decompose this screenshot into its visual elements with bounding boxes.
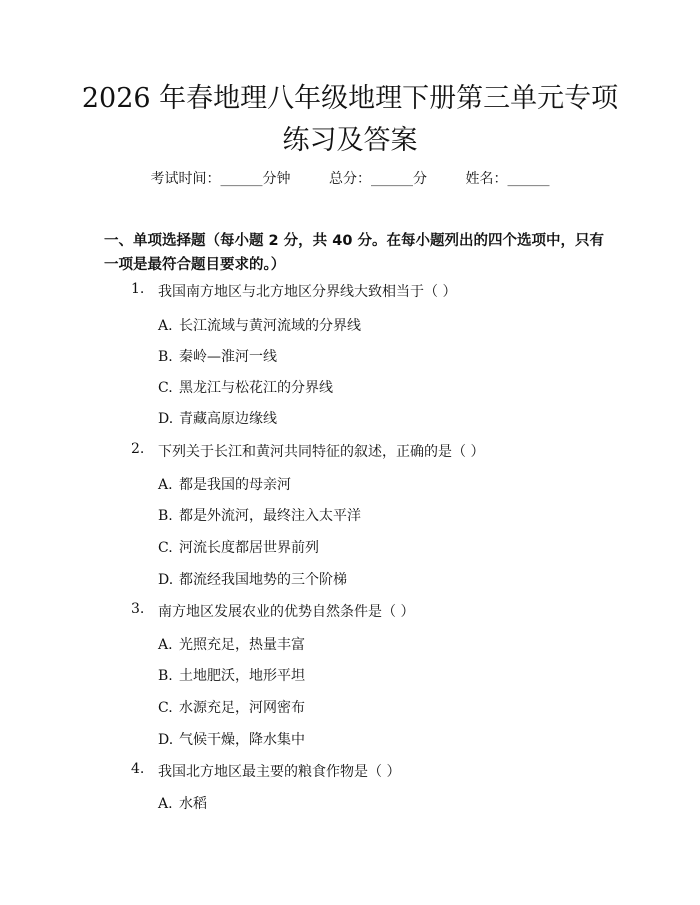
option [158,346,277,366]
option [158,793,207,813]
question-text: 我国北方地区最主要的粮食作物是（ ） [158,764,401,780]
option-text: 土地肥沃，地形平坦 [179,668,305,684]
question-text: 下列关于长江和黄河共同特征的叙述，正确的是（ ） [158,444,485,460]
exam-time: 考试时间：______分钟 [150,171,291,187]
question-number: 1. [131,281,145,297]
option-letter: C. [158,380,173,396]
option-letter: A. [158,477,173,493]
option-text: 青藏高原边缘线 [179,411,277,427]
option-letter: A. [158,796,173,812]
option-text: 气候干燥，降水集中 [179,732,305,748]
option [158,634,305,654]
option-letter: A. [158,637,173,653]
option-text: 秦岭—淮河一线 [179,349,277,365]
option-letter: C. [158,700,173,716]
option-letter: D. [158,732,174,748]
option-text: 光照充足，热量丰富 [179,637,305,653]
option-text: 河流长度都居世界前列 [179,540,319,556]
option [158,665,305,685]
option-letter: B. [158,349,173,365]
option-letter: D. [158,411,174,427]
student-name: 姓名：______ [465,171,550,187]
option [158,377,333,397]
option-text: 水稻 [179,796,207,812]
option [158,474,291,494]
option-text: 都流经我国地势的三个阶梯 [179,572,347,588]
page-title [60,78,640,162]
question-number: 3. [131,601,145,617]
option-text: 长江流域与黄河流域的分界线 [179,318,361,334]
option-text: 都是外流河，最终注入太平洋 [179,508,361,524]
question-number: 2. [131,441,145,457]
option-text: 水源充足，河网密布 [179,700,305,716]
option [158,315,361,335]
option [158,729,305,749]
option-letter: D. [158,572,174,588]
total-score: 总分：______分 [329,171,427,187]
option-letter: B. [158,668,173,684]
question-text: 我国南方地区与北方地区分界线大致相当于（ ） [158,284,457,300]
option [158,505,361,525]
option [158,697,305,717]
title-line-1: 2026 年春地理八年级地理下册第三单元专项 [81,83,619,114]
exam-info-line [0,168,700,188]
option [158,569,347,589]
option [158,408,277,428]
option-letter: A. [158,318,173,334]
option-text: 都是我国的母亲河 [179,477,291,493]
question-number: 4. [131,761,145,777]
title-line-2: 练习及答案 [282,125,418,156]
option-text: 黑龙江与松花江的分界线 [179,380,333,396]
option-letter: B. [158,508,173,524]
question-text: 南方地区发展农业的优势自然条件是（ ） [158,604,415,620]
option-letter: C. [158,540,173,556]
option [158,537,319,557]
section-heading: 一、单项选择题（每小题 2 分，共 40 分。在每小题列出的四个选项中，只有一项是最符合题目要求的。） [104,233,604,273]
